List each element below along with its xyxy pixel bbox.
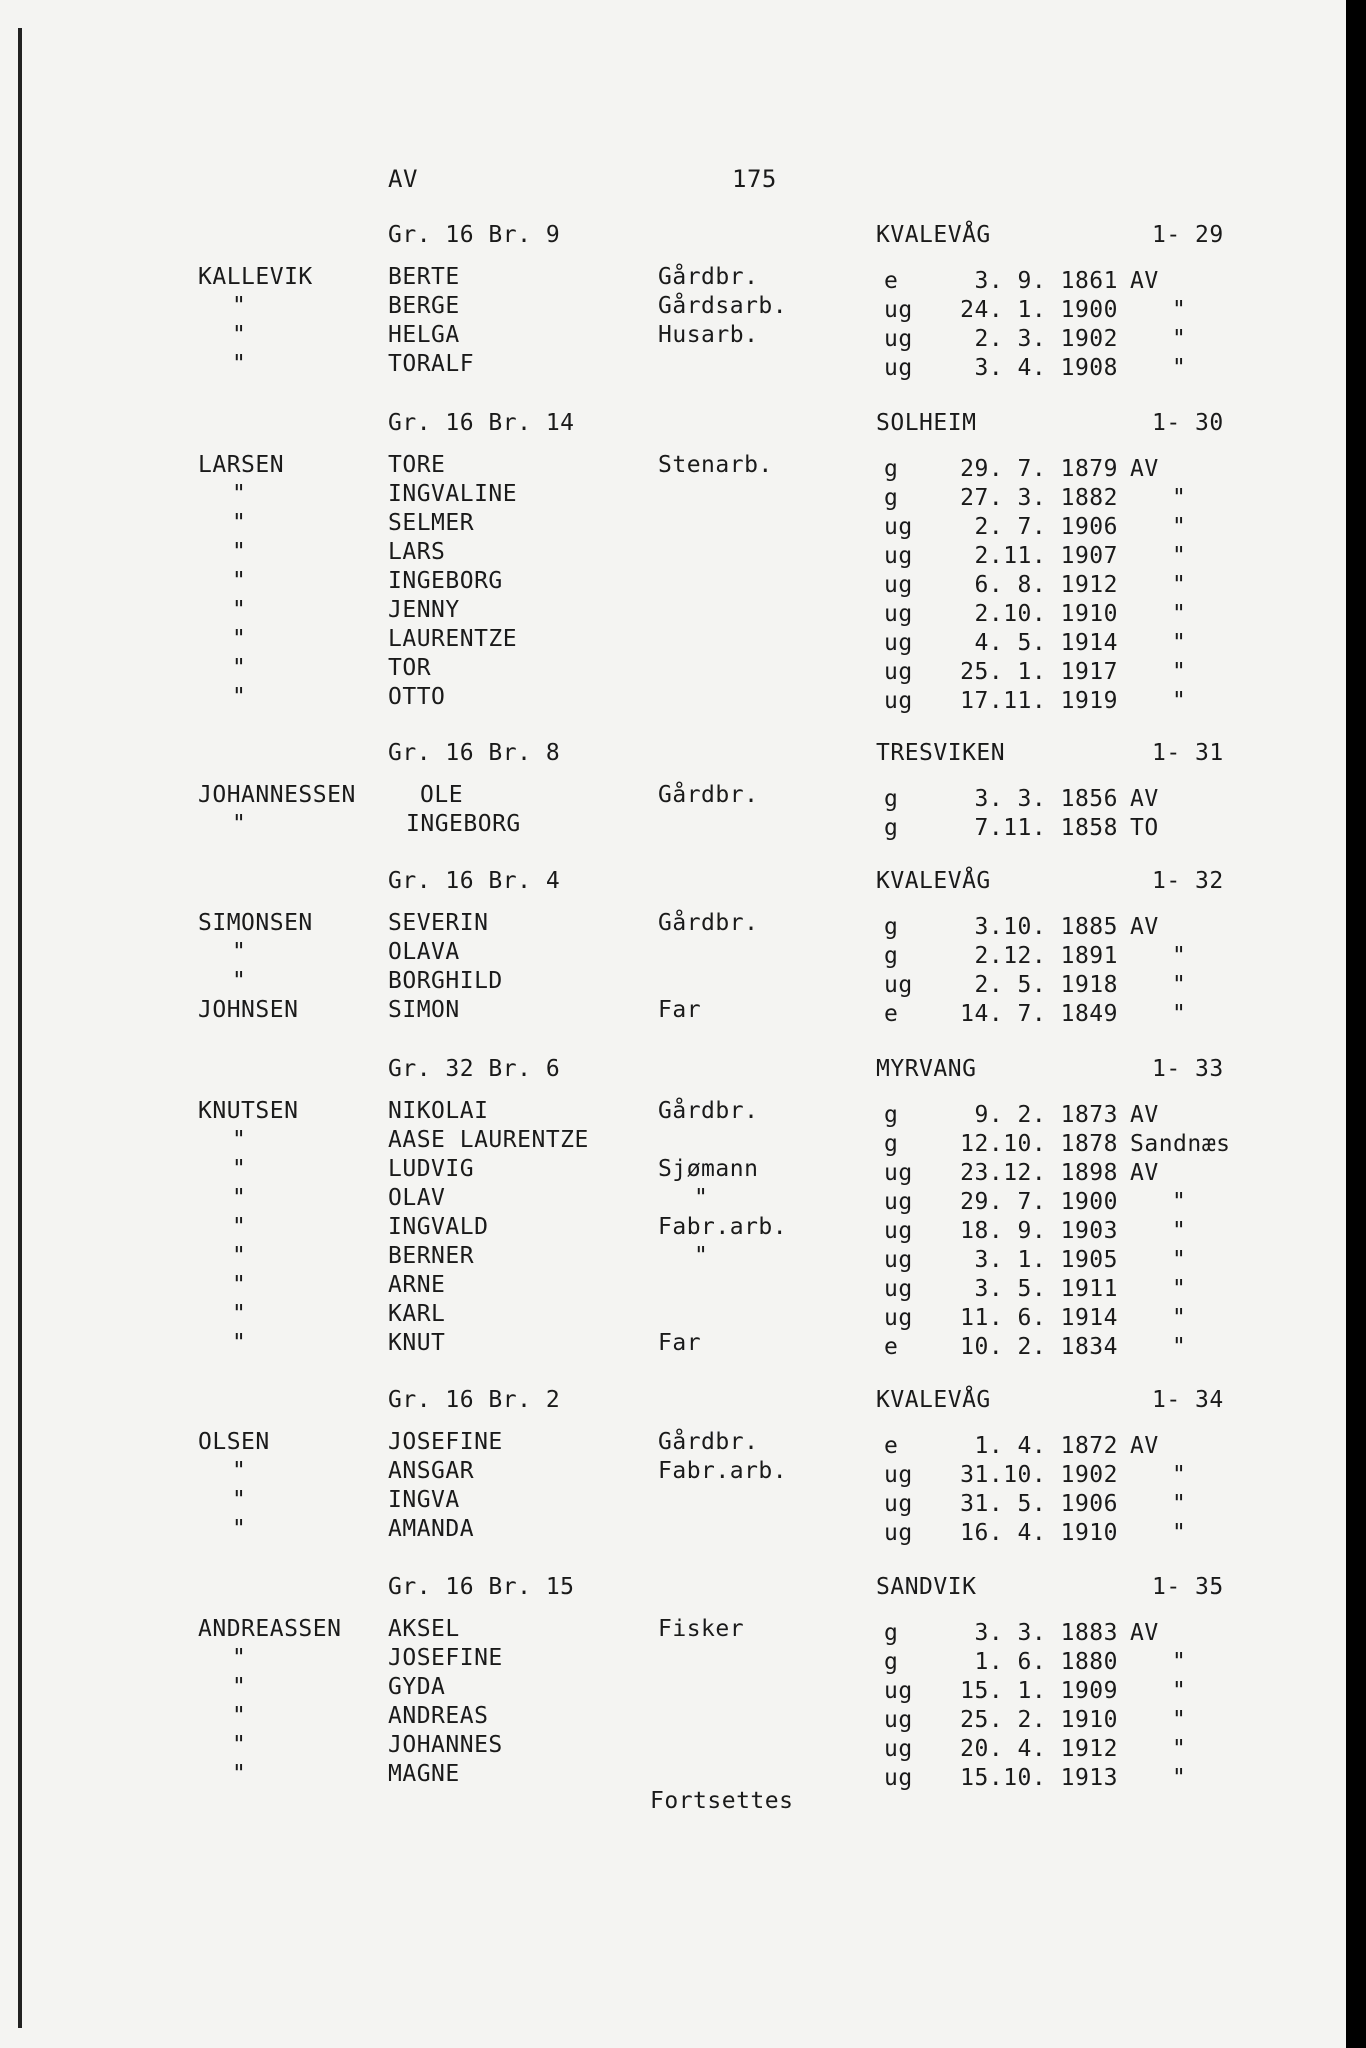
row-parish: " bbox=[1172, 1247, 1187, 1273]
row-surname: " bbox=[232, 1645, 247, 1671]
row-birth-date: 31.10. 1902 bbox=[960, 1462, 1118, 1488]
row-surname: " bbox=[232, 539, 247, 565]
row-parish: AV bbox=[1130, 268, 1159, 294]
group-number: 1- 35 bbox=[1152, 1574, 1224, 1600]
row-marital-status: e bbox=[884, 1433, 899, 1459]
row-given-name: SEVERIN bbox=[388, 910, 489, 936]
row-marital-status: ug bbox=[884, 326, 913, 352]
row-marital-status: ug bbox=[884, 601, 913, 627]
row-given-name: SELMER bbox=[388, 510, 475, 536]
row-given-name: KARL bbox=[388, 1301, 446, 1327]
row-marital-status: e bbox=[884, 268, 899, 294]
row-surname: " bbox=[232, 568, 247, 594]
row-surname: " bbox=[232, 481, 247, 507]
row-birth-date: 25. 1. 1917 bbox=[960, 659, 1118, 685]
row-marital-status: ug bbox=[884, 572, 913, 598]
row-surname: JOHANNESSEN bbox=[198, 782, 356, 808]
row-parish: AV bbox=[1130, 1433, 1159, 1459]
row-given-name: SIMON bbox=[388, 997, 460, 1023]
row-given-name: OLAV bbox=[388, 1185, 446, 1211]
row-birth-date: 23.12. 1898 bbox=[960, 1160, 1118, 1186]
row-occupation: " bbox=[694, 1185, 709, 1211]
row-given-name: LUDVIG bbox=[388, 1156, 475, 1182]
row-marital-status: ug bbox=[884, 1491, 913, 1517]
row-given-name: LAURENTZE bbox=[388, 626, 518, 652]
row-given-name: JOSEFINE bbox=[388, 1645, 503, 1671]
group-number: 1- 34 bbox=[1152, 1387, 1224, 1413]
row-parish: " bbox=[1172, 1001, 1187, 1027]
row-marital-status: g bbox=[884, 914, 899, 940]
row-given-name: JOSEFINE bbox=[388, 1429, 503, 1455]
row-parish: " bbox=[1172, 601, 1187, 627]
row-surname: " bbox=[232, 1214, 247, 1240]
row-surname: KNUTSEN bbox=[198, 1098, 299, 1124]
row-occupation: Gårdbr. bbox=[658, 264, 759, 290]
row-given-name: ANDREAS bbox=[388, 1703, 489, 1729]
row-marital-status: ug bbox=[884, 1736, 913, 1762]
row-surname: " bbox=[232, 322, 247, 348]
row-marital-status: g bbox=[884, 943, 899, 969]
row-given-name: INGEBORG bbox=[406, 811, 521, 837]
header-code: AV bbox=[388, 165, 418, 193]
row-parish: " bbox=[1172, 1334, 1187, 1360]
row-birth-date: 2.12. 1891 bbox=[974, 943, 1118, 969]
row-marital-status: ug bbox=[884, 1707, 913, 1733]
row-marital-status: ug bbox=[884, 1218, 913, 1244]
row-occupation: Gårdbr. bbox=[658, 1098, 759, 1124]
row-given-name: AASE LAURENTZE bbox=[388, 1127, 589, 1153]
group-place: MYRVANG bbox=[876, 1056, 977, 1082]
row-given-name: NIKOLAI bbox=[388, 1098, 489, 1124]
row-given-name: HELGA bbox=[388, 322, 460, 348]
group-reference: Gr. 16 Br. 9 bbox=[388, 222, 561, 248]
row-parish: AV bbox=[1130, 914, 1159, 940]
group-place: KVALEVÅG bbox=[876, 1387, 991, 1413]
row-birth-date: 1. 4. 1872 bbox=[974, 1433, 1118, 1459]
row-given-name: INGEBORG bbox=[388, 568, 503, 594]
row-given-name: ANSGAR bbox=[388, 1458, 475, 1484]
row-parish: " bbox=[1172, 1678, 1187, 1704]
row-parish: " bbox=[1172, 630, 1187, 656]
row-parish: TO bbox=[1130, 815, 1159, 841]
group-place: TRESVIKEN bbox=[876, 740, 1006, 766]
row-surname: " bbox=[232, 510, 247, 536]
row-parish: " bbox=[1172, 1218, 1187, 1244]
row-birth-date: 15. 1. 1909 bbox=[960, 1678, 1118, 1704]
row-birth-date: 18. 9. 1903 bbox=[960, 1218, 1118, 1244]
continued-label: Fortsettes bbox=[650, 1788, 794, 1814]
row-marital-status: g bbox=[884, 786, 899, 812]
row-surname: " bbox=[232, 1243, 247, 1269]
row-occupation: Gårdbr. bbox=[658, 1429, 759, 1455]
row-parish: " bbox=[1172, 1736, 1187, 1762]
group-number: 1- 29 bbox=[1152, 222, 1224, 248]
row-birth-date: 17.11. 1919 bbox=[960, 688, 1118, 714]
row-marital-status: ug bbox=[884, 972, 913, 998]
row-given-name: AKSEL bbox=[388, 1616, 460, 1642]
row-parish: " bbox=[1172, 543, 1187, 569]
row-marital-status: ug bbox=[884, 630, 913, 656]
row-marital-status: g bbox=[884, 1102, 899, 1128]
row-birth-date: 2.11. 1907 bbox=[974, 543, 1118, 569]
row-marital-status: g bbox=[884, 485, 899, 511]
row-surname: " bbox=[232, 1185, 247, 1211]
row-parish: AV bbox=[1130, 1160, 1159, 1186]
row-parish: " bbox=[1172, 1276, 1187, 1302]
group-reference: Gr. 32 Br. 6 bbox=[388, 1056, 561, 1082]
row-surname: " bbox=[232, 293, 247, 319]
row-marital-status: g bbox=[884, 456, 899, 482]
row-birth-date: 24. 1. 1900 bbox=[960, 297, 1118, 323]
row-marital-status: ug bbox=[884, 1160, 913, 1186]
row-occupation: Gårdbr. bbox=[658, 910, 759, 936]
group-reference: Gr. 16 Br. 4 bbox=[388, 868, 561, 894]
row-parish: " bbox=[1172, 514, 1187, 540]
row-marital-status: ug bbox=[884, 1462, 913, 1488]
row-marital-status: ug bbox=[884, 1520, 913, 1546]
row-parish: " bbox=[1172, 1707, 1187, 1733]
row-birth-date: 31. 5. 1906 bbox=[960, 1491, 1118, 1517]
row-occupation: Gårdbr. bbox=[658, 782, 759, 808]
row-occupation: Far bbox=[658, 997, 702, 1023]
row-parish: " bbox=[1172, 1520, 1187, 1546]
row-marital-status: ug bbox=[884, 514, 913, 540]
row-birth-date: 20. 4. 1912 bbox=[960, 1736, 1118, 1762]
row-birth-date: 6. 8. 1912 bbox=[974, 572, 1118, 598]
row-surname: " bbox=[232, 939, 247, 965]
row-given-name: TORALF bbox=[388, 351, 475, 377]
row-marital-status: ug bbox=[884, 1276, 913, 1302]
row-parish: AV bbox=[1130, 786, 1159, 812]
row-parish: AV bbox=[1130, 1102, 1159, 1128]
group-number: 1- 33 bbox=[1152, 1056, 1224, 1082]
group-reference: Gr. 16 Br. 14 bbox=[388, 410, 575, 436]
row-surname: " bbox=[232, 1301, 247, 1327]
row-occupation: " bbox=[694, 1243, 709, 1269]
row-birth-date: 7.11. 1858 bbox=[974, 815, 1118, 841]
row-occupation: Stenarb. bbox=[658, 452, 773, 478]
row-given-name: TOR bbox=[388, 655, 432, 681]
row-birth-date: 27. 3. 1882 bbox=[960, 485, 1118, 511]
row-surname: " bbox=[232, 655, 247, 681]
row-surname: " bbox=[232, 1330, 247, 1356]
row-given-name: OLAVA bbox=[388, 939, 460, 965]
row-birth-date: 3. 3. 1883 bbox=[974, 1620, 1118, 1646]
row-birth-date: 9. 2. 1873 bbox=[974, 1102, 1118, 1128]
group-number: 1- 32 bbox=[1152, 868, 1224, 894]
scan-right-border bbox=[1346, 0, 1366, 2048]
row-surname: SIMONSEN bbox=[198, 910, 313, 936]
row-surname: " bbox=[232, 351, 247, 377]
row-given-name: GYDA bbox=[388, 1674, 446, 1700]
row-surname: " bbox=[232, 1732, 247, 1758]
row-birth-date: 29. 7. 1879 bbox=[960, 456, 1118, 482]
row-marital-status: ug bbox=[884, 543, 913, 569]
row-birth-date: 29. 7. 1900 bbox=[960, 1189, 1118, 1215]
row-surname: JOHNSEN bbox=[198, 997, 299, 1023]
group-number: 1- 30 bbox=[1152, 410, 1224, 436]
row-surname: " bbox=[232, 1703, 247, 1729]
row-marital-status: ug bbox=[884, 355, 913, 381]
group-place: KVALEVÅG bbox=[876, 868, 991, 894]
row-given-name: OTTO bbox=[388, 684, 446, 710]
row-given-name: LARS bbox=[388, 539, 446, 565]
row-given-name: BERGE bbox=[388, 293, 460, 319]
row-parish: " bbox=[1172, 355, 1187, 381]
row-marital-status: ug bbox=[884, 688, 913, 714]
row-marital-status: e bbox=[884, 1001, 899, 1027]
row-marital-status: e bbox=[884, 1334, 899, 1360]
row-birth-date: 3. 4. 1908 bbox=[974, 355, 1118, 381]
row-surname: " bbox=[232, 1674, 247, 1700]
row-given-name: TORE bbox=[388, 452, 446, 478]
row-marital-status: ug bbox=[884, 297, 913, 323]
row-parish: " bbox=[1172, 1765, 1187, 1791]
row-surname: " bbox=[232, 968, 247, 994]
row-surname: LARSEN bbox=[198, 452, 285, 478]
row-parish: " bbox=[1172, 1491, 1187, 1517]
page-number: 175 bbox=[732, 165, 777, 193]
row-birth-date: 4. 5. 1914 bbox=[974, 630, 1118, 656]
row-occupation: Sjømann bbox=[658, 1156, 759, 1182]
row-parish: " bbox=[1172, 943, 1187, 969]
row-birth-date: 25. 2. 1910 bbox=[960, 1707, 1118, 1733]
row-birth-date: 1. 6. 1880 bbox=[974, 1649, 1118, 1675]
row-birth-date: 11. 6. 1914 bbox=[960, 1305, 1118, 1331]
row-birth-date: 2. 5. 1918 bbox=[974, 972, 1118, 998]
row-given-name: INGVA bbox=[388, 1487, 460, 1513]
row-parish: " bbox=[1172, 972, 1187, 998]
row-parish: " bbox=[1172, 688, 1187, 714]
row-parish: " bbox=[1172, 326, 1187, 352]
row-given-name: JOHANNES bbox=[388, 1732, 503, 1758]
row-parish: " bbox=[1172, 1462, 1187, 1488]
row-marital-status: ug bbox=[884, 1678, 913, 1704]
group-number: 1- 31 bbox=[1152, 740, 1224, 766]
row-birth-date: 3. 1. 1905 bbox=[974, 1247, 1118, 1273]
row-birth-date: 3. 9. 1861 bbox=[974, 268, 1118, 294]
row-marital-status: ug bbox=[884, 1247, 913, 1273]
row-given-name: INGVALINE bbox=[388, 481, 518, 507]
row-parish: " bbox=[1172, 1189, 1187, 1215]
group-place: SOLHEIM bbox=[876, 410, 977, 436]
row-surname: " bbox=[232, 1156, 247, 1182]
group-place: KVALEVÅG bbox=[876, 222, 991, 248]
group-reference: Gr. 16 Br. 2 bbox=[388, 1387, 561, 1413]
row-marital-status: ug bbox=[884, 1765, 913, 1791]
row-given-name: BERNER bbox=[388, 1243, 475, 1269]
row-occupation: Far bbox=[658, 1330, 702, 1356]
row-given-name: BORGHILD bbox=[388, 968, 503, 994]
row-parish: " bbox=[1172, 572, 1187, 598]
row-birth-date: 10. 2. 1834 bbox=[960, 1334, 1118, 1360]
row-parish: " bbox=[1172, 485, 1187, 511]
row-given-name: INGVALD bbox=[388, 1214, 489, 1240]
row-surname: " bbox=[232, 597, 247, 623]
row-marital-status: g bbox=[884, 1620, 899, 1646]
row-surname: " bbox=[232, 811, 247, 837]
row-surname: ANDREASSEN bbox=[198, 1616, 342, 1642]
row-marital-status: ug bbox=[884, 659, 913, 685]
row-birth-date: 3. 3. 1856 bbox=[974, 786, 1118, 812]
row-parish: " bbox=[1172, 297, 1187, 323]
row-parish: " bbox=[1172, 1305, 1187, 1331]
row-marital-status: ug bbox=[884, 1305, 913, 1331]
row-surname: " bbox=[232, 1458, 247, 1484]
row-parish: " bbox=[1172, 659, 1187, 685]
row-surname: " bbox=[232, 1127, 247, 1153]
group-reference: Gr. 16 Br. 8 bbox=[388, 740, 561, 766]
row-surname: " bbox=[232, 684, 247, 710]
row-birth-date: 16. 4. 1910 bbox=[960, 1520, 1118, 1546]
row-parish: AV bbox=[1130, 1620, 1159, 1646]
row-surname: " bbox=[232, 1761, 247, 1787]
row-given-name: OLE bbox=[420, 782, 464, 808]
row-birth-date: 2. 3. 1902 bbox=[974, 326, 1118, 352]
row-birth-date: 3.10. 1885 bbox=[974, 914, 1118, 940]
row-birth-date: 15.10. 1913 bbox=[960, 1765, 1118, 1791]
row-birth-date: 2. 7. 1906 bbox=[974, 514, 1118, 540]
row-birth-date: 3. 5. 1911 bbox=[974, 1276, 1118, 1302]
row-surname: " bbox=[232, 1487, 247, 1513]
group-reference: Gr. 16 Br. 15 bbox=[388, 1574, 575, 1600]
row-surname: OLSEN bbox=[198, 1429, 270, 1455]
document-page bbox=[22, 0, 1346, 2048]
row-parish: " bbox=[1172, 1649, 1187, 1675]
row-given-name: KNUT bbox=[388, 1330, 446, 1356]
row-surname: " bbox=[232, 626, 247, 652]
row-occupation: Gårdsarb. bbox=[658, 293, 788, 319]
row-given-name: JENNY bbox=[388, 597, 460, 623]
row-given-name: MAGNE bbox=[388, 1761, 460, 1787]
row-surname: " bbox=[232, 1516, 247, 1542]
row-parish: AV bbox=[1130, 456, 1159, 482]
row-occupation: Fisker bbox=[658, 1616, 745, 1642]
row-surname: " bbox=[232, 1272, 247, 1298]
row-occupation: Fabr.arb. bbox=[658, 1458, 788, 1484]
row-given-name: AMANDA bbox=[388, 1516, 475, 1542]
row-birth-date: 2.10. 1910 bbox=[974, 601, 1118, 627]
row-occupation: Husarb. bbox=[658, 322, 759, 348]
group-place: SANDVIK bbox=[876, 1574, 977, 1600]
row-parish: Sandnæs bbox=[1130, 1131, 1231, 1157]
row-marital-status: ug bbox=[884, 1189, 913, 1215]
row-surname: KALLEVIK bbox=[198, 264, 313, 290]
row-marital-status: g bbox=[884, 815, 899, 841]
row-given-name: ARNE bbox=[388, 1272, 446, 1298]
row-occupation: Fabr.arb. bbox=[658, 1214, 788, 1240]
row-marital-status: g bbox=[884, 1649, 899, 1675]
row-marital-status: g bbox=[884, 1131, 899, 1157]
row-birth-date: 14. 7. 1849 bbox=[960, 1001, 1118, 1027]
row-given-name: BERTE bbox=[388, 264, 460, 290]
row-birth-date: 12.10. 1878 bbox=[960, 1131, 1118, 1157]
